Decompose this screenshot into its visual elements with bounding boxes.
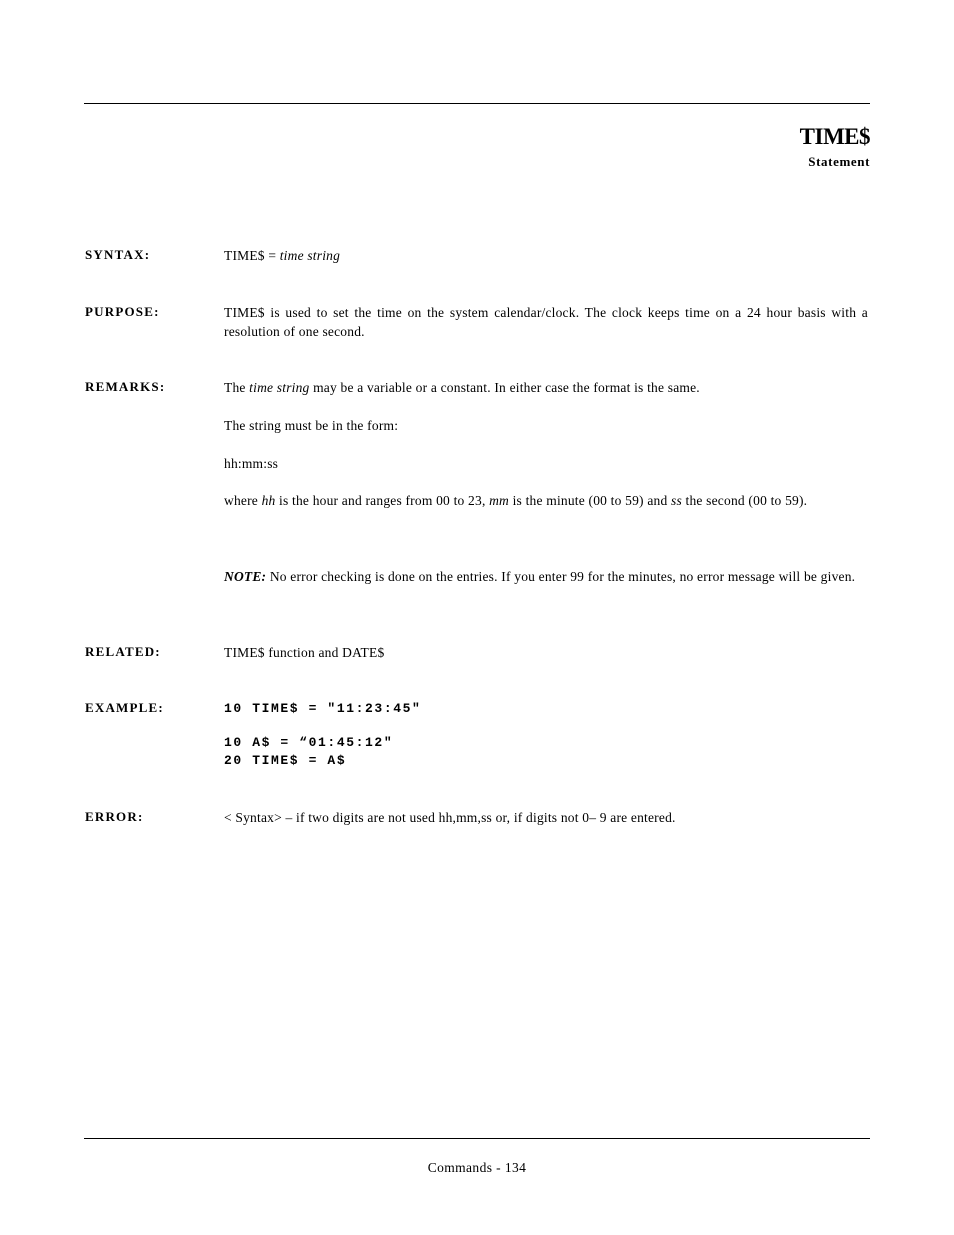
syntax-label: SYNTAX:: [85, 247, 151, 262]
remarks-paragraph-2: The string must be in the form:: [224, 418, 399, 433]
remarks-italic-term: ss: [671, 493, 682, 508]
related-text: TIME$ function and DATE$: [224, 645, 385, 660]
remarks-label: REMARKS:: [85, 379, 166, 394]
purpose-text: TIME$ is used to set the time on the system calendar/clock. The clock keeps time on a 24 hour basis with a resolution of one second.: [224, 305, 868, 339]
syntax-text: [224, 246, 868, 265]
error-label: ERROR:: [85, 809, 144, 824]
page-title: TIME$: [799, 124, 870, 149]
page-subtitle: Statement: [808, 154, 870, 169]
remarks-text: where: [224, 493, 262, 508]
header-rule: [84, 103, 870, 104]
remarks-text: may be a variable or a constant. In either case the format is the same.: [309, 380, 700, 395]
example-code-line-2: 10 A$ = “01:45:12": [224, 735, 394, 750]
example-code-line-1: 10 TIME$ = "11:23:45": [224, 701, 422, 716]
error-text: < Syntax> – if two digits are not used hh,mm,ss or, if digits not 0– 9 are entered.: [224, 810, 676, 825]
remarks-italic-term: mm: [489, 493, 510, 508]
example-code-line-3: 20 TIME$ = A$: [224, 753, 347, 768]
remarks-text: is the minute (00 to 59) and: [509, 493, 671, 508]
remarks-text: the second (00 to 59).: [681, 493, 808, 508]
page-footer: Commands - 134: [427, 1160, 527, 1175]
remarks-note: [224, 567, 868, 586]
example-label: EXAMPLE:: [85, 700, 164, 715]
purpose-label: PURPOSE:: [85, 304, 160, 319]
related-label: RELATED:: [85, 644, 161, 659]
syntax-command: TIME$ =: [224, 248, 280, 263]
remarks-paragraph-4: [224, 491, 868, 510]
syntax-argument: time string: [279, 248, 341, 263]
remarks-italic-term: time string: [249, 380, 310, 395]
remarks-italic-term: hh: [261, 493, 276, 508]
remarks-text: is the hour and ranges from 00 to 23,: [275, 493, 490, 508]
footer-rule: [84, 1138, 870, 1139]
remarks-text: The: [224, 380, 250, 395]
note-label: NOTE:: [224, 569, 267, 584]
note-text: No error checking is done on the entries. If you enter 99 for the minutes, no error message will be given.: [266, 569, 856, 584]
remarks-paragraph-1: [224, 378, 868, 397]
remarks-format: hh:mm:ss: [224, 456, 279, 471]
